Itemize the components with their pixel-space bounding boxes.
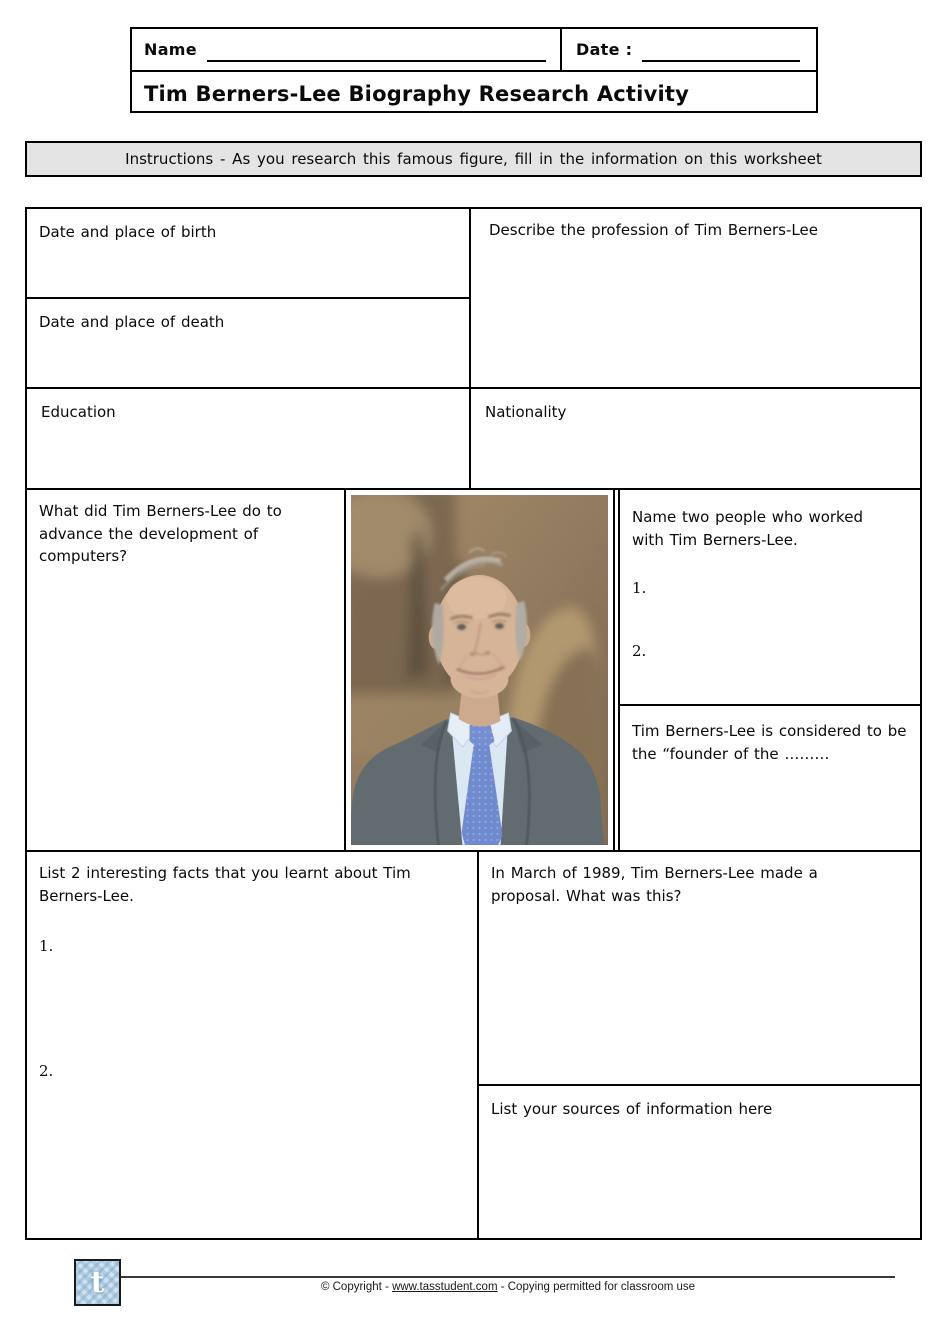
birth-label: Date and place of birth <box>39 223 217 241</box>
colleagues-label: Name two people who worked with Tim Berners-Lee. <box>632 508 863 549</box>
instructions-bar <box>25 141 922 177</box>
profession-label: Describe the profession of Tim Berners-Lee <box>489 221 818 239</box>
date-blank-line <box>642 38 800 62</box>
advance-label: What did Tim Berners-Lee do to advance the development of computers? <box>39 502 282 565</box>
colleagues-item-2: 2. <box>632 641 647 660</box>
copyright-suffix: - Copying permitted for classroom use <box>497 1281 696 1293</box>
sources-label: List your sources of information here <box>491 1100 773 1118</box>
title-row <box>132 72 816 115</box>
nationality-label: Nationality <box>485 403 567 421</box>
facts-item-2: 2. <box>39 1061 54 1080</box>
cell-interesting-facts <box>25 850 479 1240</box>
colleagues-item-1: 1. <box>632 579 647 597</box>
instructions-text: Instructions - As you research this famous figure, fill in the information on this worksheet <box>125 150 822 168</box>
cell-nationality <box>469 387 922 490</box>
photo-frame <box>344 488 615 852</box>
founder-label: Tim Berners-Lee is considered to be the “founder of the ……… <box>632 722 907 763</box>
cell-1989-proposal <box>477 850 922 1086</box>
tasstudent-logo <box>74 1259 121 1306</box>
cell-founder-of <box>618 704 922 852</box>
cell-profession <box>469 207 922 389</box>
page-title: Tim Berners-Lee Biography Research Activity <box>144 81 689 106</box>
date-label: Date : <box>576 40 633 59</box>
footer-divider-line <box>121 1276 895 1278</box>
copyright-prefix: © Copyright - <box>320 1281 393 1293</box>
date-cell <box>562 29 816 70</box>
proposal-label: In March of 1989, Tim Berners-Lee made a proposal. What was this? <box>491 864 818 905</box>
tasstudent-link[interactable]: www.tasstudent.com <box>392 1281 498 1293</box>
name-date-row <box>132 29 816 72</box>
name-cell <box>132 29 562 70</box>
name-label: Name <box>144 40 197 59</box>
name-blank-line <box>207 38 546 62</box>
header-box <box>130 27 818 113</box>
footer-copyright <box>121 1281 895 1293</box>
education-label: Education <box>41 403 116 421</box>
facts-item-1: 1. <box>39 937 54 955</box>
cell-advance-computers <box>25 488 346 852</box>
cell-two-people <box>618 488 922 706</box>
cell-education <box>25 387 471 490</box>
tim-berners-lee-photo <box>351 495 608 845</box>
death-label: Date and place of death <box>39 313 225 331</box>
cell-date-place-of-birth <box>25 207 471 299</box>
cell-date-place-of-death <box>25 297 471 389</box>
facts-label: List 2 interesting facts that you learnt about Tim Berners-Lee. <box>39 864 411 905</box>
logo-letter: t <box>90 1264 105 1300</box>
cell-sources <box>477 1084 922 1240</box>
